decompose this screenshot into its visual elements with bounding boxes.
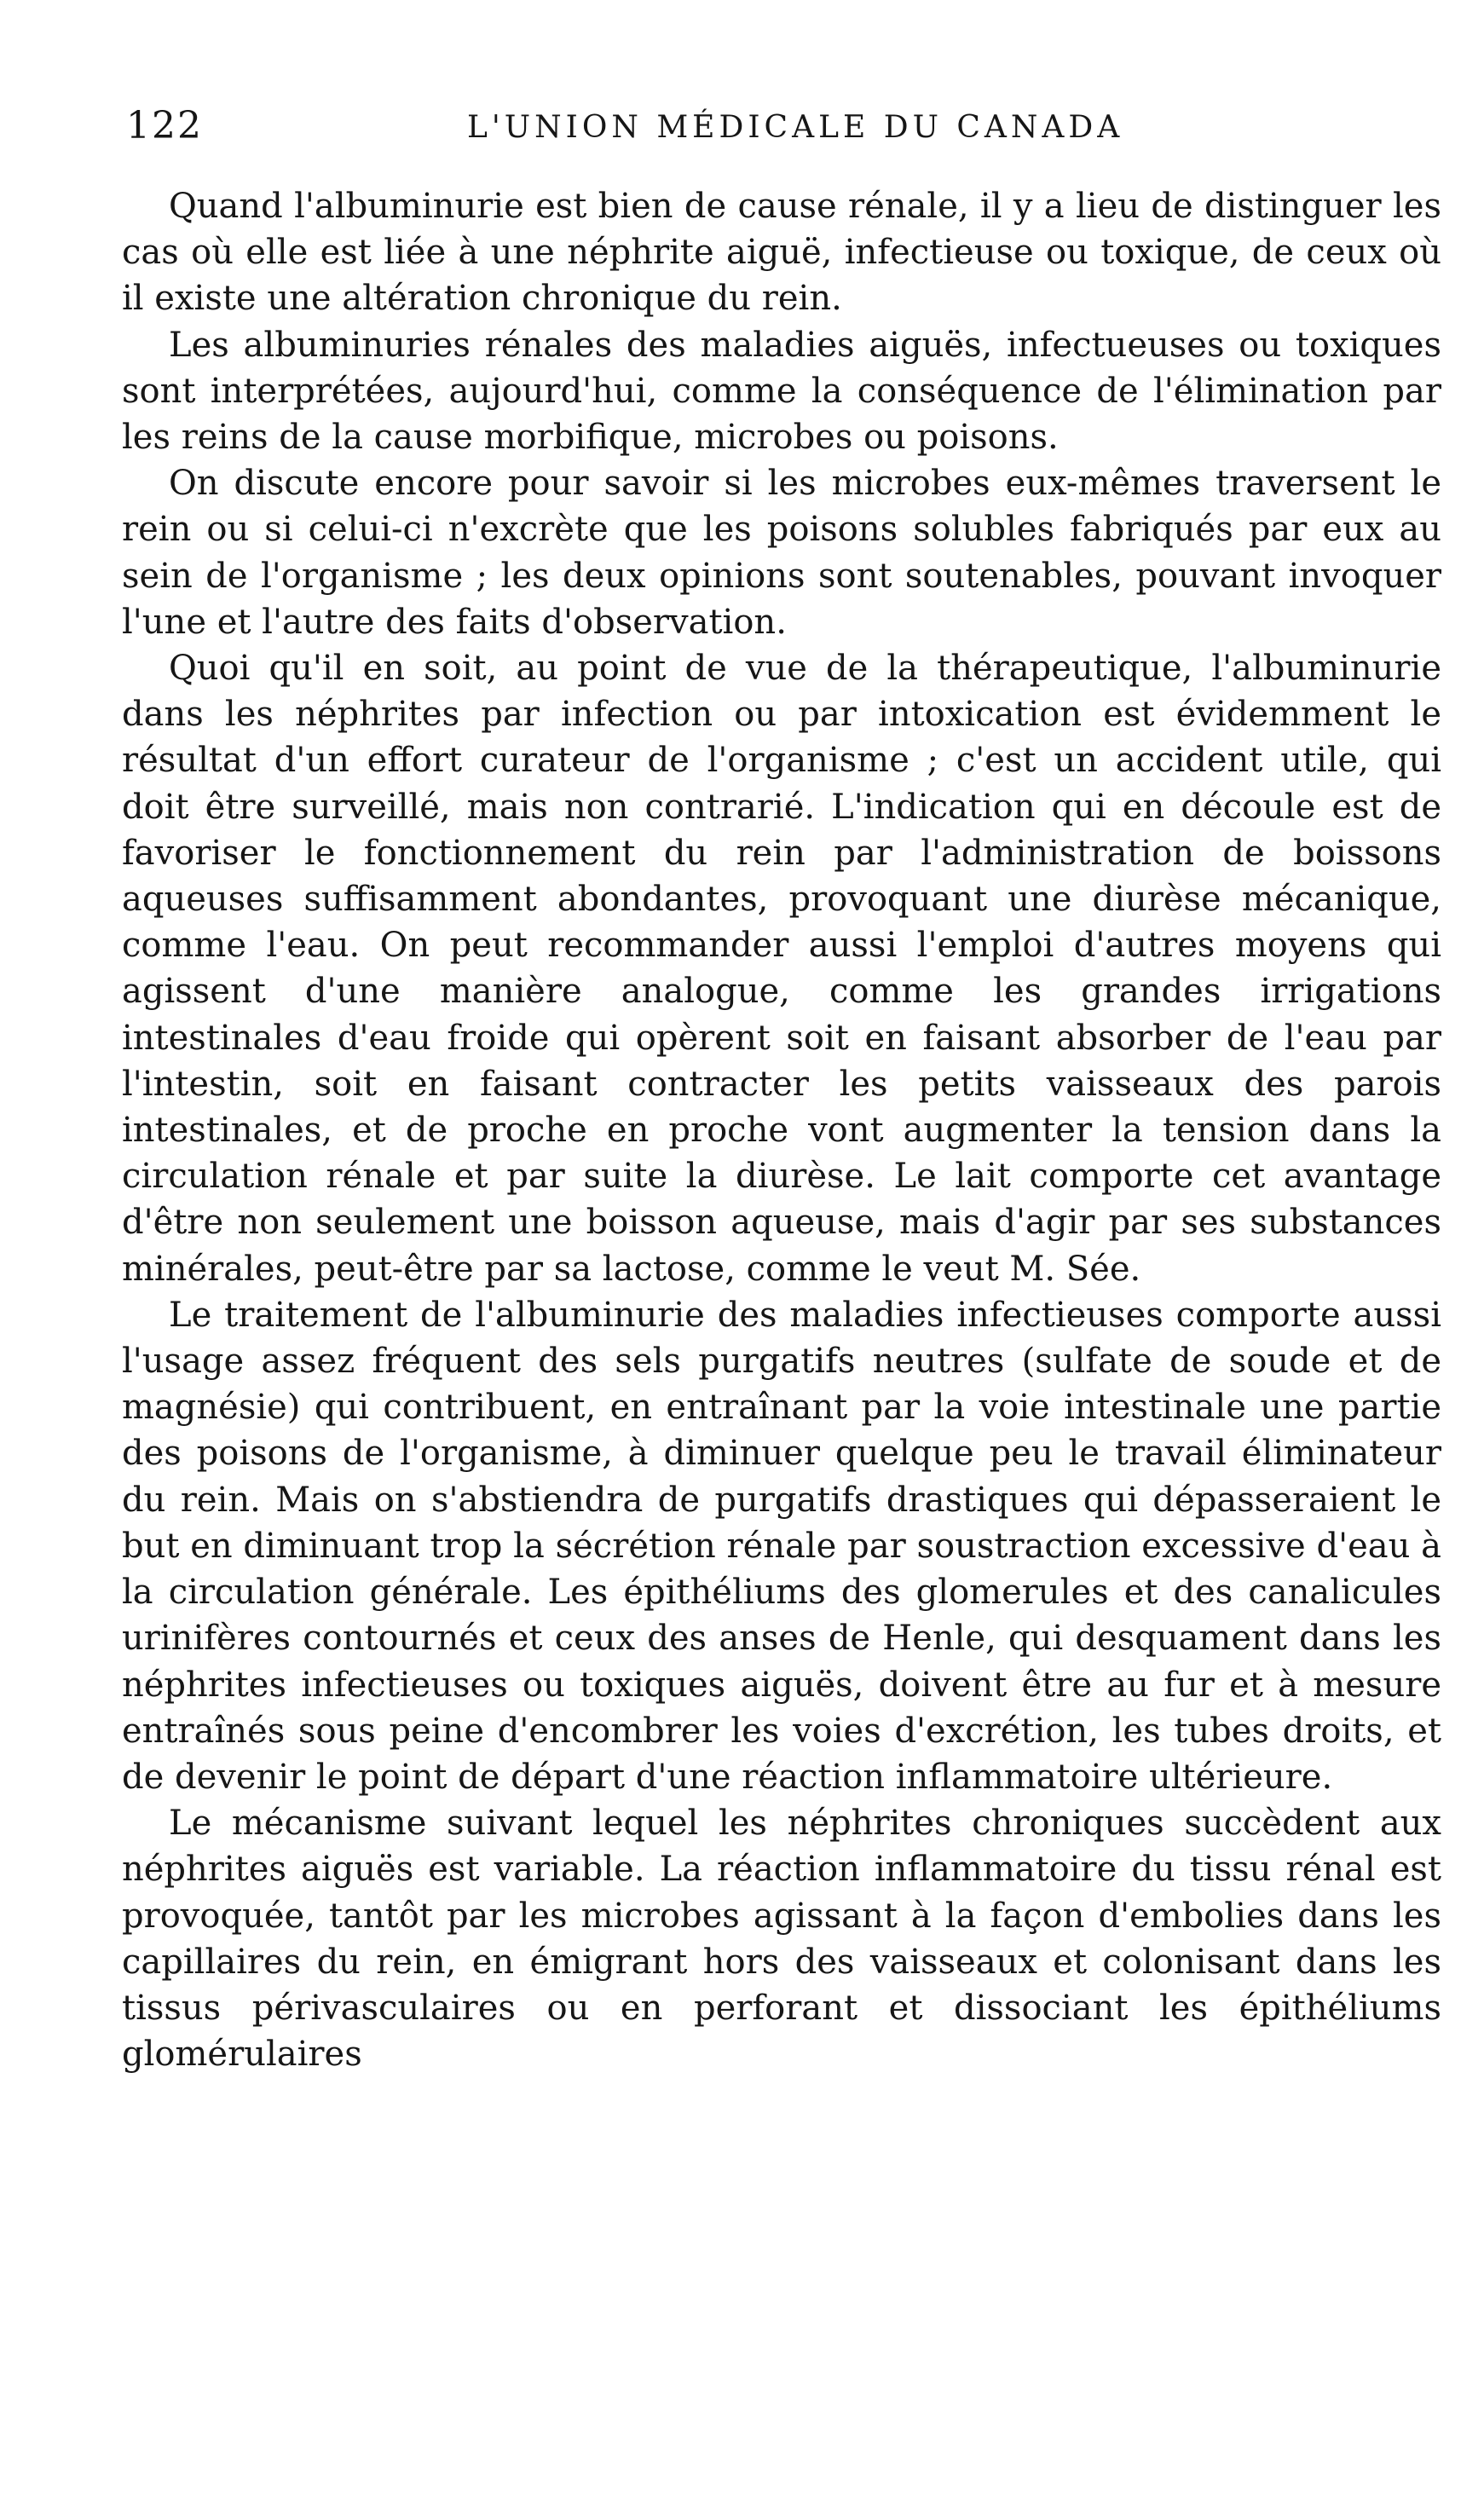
- paragraph: Quoi qu'il en soit, au point de vue de la thérapeutique, l'albuminurie dans les néphrites par infection ou par intoxication est évidemment le résultat d'un effort curateur de l'organisme ; c'est un accident utile, qui doit être surveillé, mais non contrarié. L'indication qui en découle est de favoriser le fonctionnement du rein par l'administration de boissons aqueuses suffisamment abondantes, provoquant une diurèse mécanique, comme l'eau. On peut recommander aussi l'emploi d'autres moyens qui agissent d'une manière analogue, comme les grandes irrigations intestinales d'eau froide qui opèrent soit en faisant absorber de l'eau par l'intestin, soit en faisant contracter les petits vaisseaux des parois intestinales, et de proche en proche vont augmenter la tension dans la circulation rénale et par suite la diurèse. Le lait comporte cet avantage d'être non seulement une boisson aqueuse, mais d'agir par ses substances minérales, peut-être par sa lactose, comme le veut M. Sée.: [122, 649, 1441, 1289]
- page-number: 122: [126, 104, 203, 147]
- paragraph: Les albuminuries rénales des maladies aiguës, infectueuses ou toxiques sont interprétées, aujourd'hui, comme la conséquence de l'élimination par les reins de la cause morbifique, microbes ou poisons.: [122, 325, 1441, 458]
- journal-title: L'UNION MÉDICALE DU CANADA: [467, 110, 1124, 145]
- paragraph: Le mécanisme suivant lequel les néphrites chroniques succèdent aux néphrites aiguës est variable. La réaction inflammatoire du tissu rénal est provoquée, tantôt par les microbes agissant à la façon d'embolies dans les capillaires du rein, en émigrant hors des vaisseaux et colonisant dans les tissus périvasculaires ou en perforant et dissociant les épithéliums glomérulaires: [122, 1804, 1441, 2075]
- body-text: [122, 183, 1441, 2077]
- paragraph: On discute encore pour savoir si les microbes eux-mêmes traversent le rein ou si celui-ci n'excrète que les poisons solubles fabriqués par eux au sein de l'organisme ; les deux opinions sont soutenables, pouvant invoquer l'une et l'autre des faits d'observation.: [122, 464, 1441, 642]
- paragraph: Quand l'albuminurie est bien de cause rénale, il y a lieu de distinguer les cas où elle est liée à une néphrite aiguë, infectieuse ou toxique, de ceux où il existe une altération chronique du rein.: [122, 187, 1441, 319]
- paragraph: Le traitement de l'albuminurie des maladies infectieuses comporte aussi l'usage assez fréquent des sels purgatifs neutres (sulfate de soude et de magnésie) qui contribuent, en entraînant par la voie intestinale une partie des poisons de l'organisme, à diminuer quelque peu le travail éliminateur du rein. Mais on s'abstiendra de purgatifs drastiques qui dépasseraient le but en diminuant trop la sécrétion rénale par soustraction excessive d'eau à la circulation générale. Les épithéliums des glomerules et des canalicules urinifères contournés et ceux des anses de Henle, qui desquament dans les néphrites infectieuses ou toxiques aiguës, doivent être au fur et à mesure entraînés sous peine d'encombrer les voies d'excrétion, les tubes droits, et de devenir le point de départ d'une réaction inflammatoire ultérieure.: [122, 1295, 1441, 1797]
- running-head: [126, 101, 1430, 152]
